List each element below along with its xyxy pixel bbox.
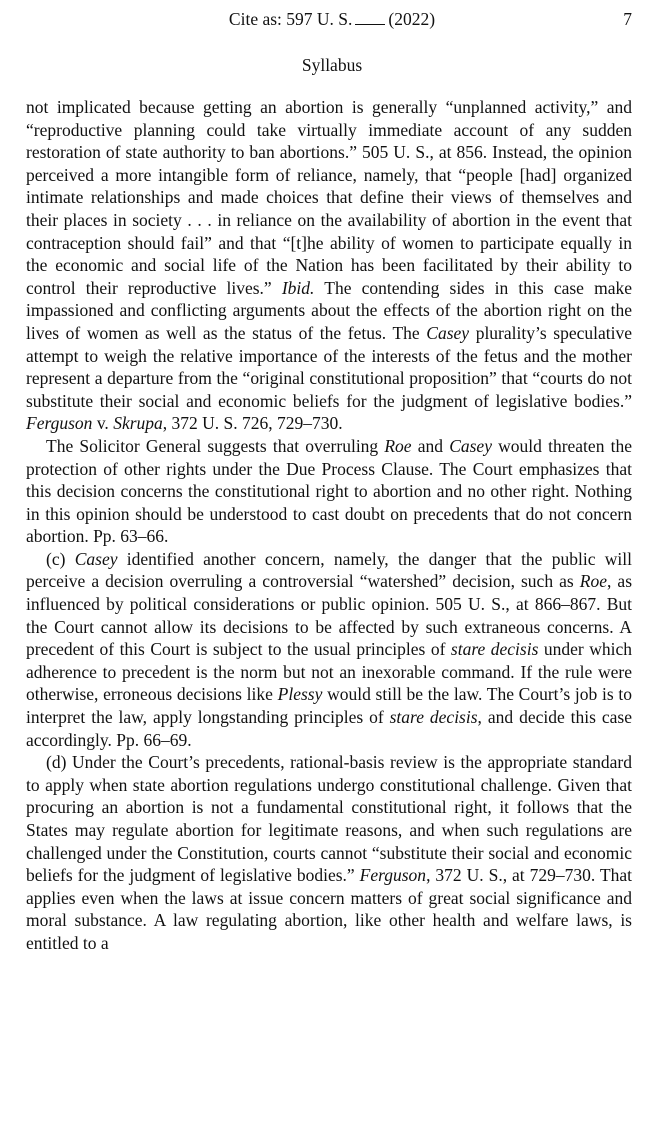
section-title: Syllabus — [301, 55, 363, 75]
italic-text: Ferguson — [26, 413, 93, 434]
italic-text: Ibid. — [281, 277, 315, 298]
citation-blank — [355, 10, 385, 25]
text-segment: plurality’s speculative attempt to weigh the relative importance of the interests of the fetus and the mother represent a departure from the “original constitutional proposition” that “courts do not substitute their social and economic beliefs for the judgment of legislative bodies.” — [26, 322, 632, 411]
citation-prefix: Cite as: 597 U. S. — [228, 9, 353, 29]
italic-text: stare decisis — [450, 639, 539, 660]
text-segment: identified another concern, namely, the danger that the public will perceive a decision overruling a controversial “watershed” decision, such as — [26, 548, 632, 592]
italic-text: Roe — [384, 435, 412, 456]
text-segment: (d) Under the Court’s precedents, rational-basis review is the appropriate standard to apply when state abortion regulations undergo constitutional challenge. Given that procuring an abortion is not a fundamental constitutional right, it follows that the States may regulate abortion for legitimate reasons, and when such regulations are challenged under the Constitution, courts cannot “substitute their social and economic beliefs for the judgment of legislative bodies.” — [26, 752, 632, 886]
text-segment: , 372 U. S. 726, 729–730. — [162, 413, 343, 434]
text-segment: would threaten the protection of other rights under the Due Process Clause. The Court emphasizes that this decision concerns the constitutional right to abortion and no other right. Nothing in this opinion should be understood to cast doubt on precedents that do not concern abortion. Pp. 63–66. — [26, 435, 632, 547]
text-segment: under which adherence to precedent is the norm but not an inexorable command. If the rule were otherwise, erroneous decisions like — [26, 639, 632, 705]
text-segment: (c) — [46, 548, 75, 569]
text-segment: not implicated because getting an abortion is generally “unplanned activity,” and “reproductive planning could take virtually immediate account of any sudden restoration of state authority to ban abortions.” 505 U. S., at 856. Instead, the opinion perceived a more intangible form of reliance, namely, that “people [had] organized intimate relationships and made choices that define their views of themselves and their places in society . . . in reliance on the availability of abortion in the event that contraception should fail” and that “[t]he ability of women to participate equally in the economic and social life of the Nation has been facilitated by their ability to control their reproductive lives.” — [26, 97, 632, 298]
italic-text: Casey — [426, 322, 470, 343]
text-segment: and — [411, 435, 450, 456]
italic-text: Plessy — [277, 684, 323, 705]
text-segment: would still be the law. The Court’s job is to interpret the law, apply longstanding principles of — [26, 684, 633, 728]
running-header — [0, 9, 664, 33]
paragraph-p1 — [26, 96, 632, 435]
text-segment: , 372 U. S., at 729–730. That applies even when the laws at issue concern matters of great social significance and moral substance. A law regulating abortion, like other health and welfare laws, is entitled to a — [26, 865, 632, 953]
syllabus-body — [26, 96, 632, 955]
paragraph-p2 — [26, 435, 632, 548]
italic-text: Casey — [74, 548, 118, 569]
page-number: 7 — [623, 9, 632, 29]
italic-text: Roe — [579, 571, 607, 592]
text-segment: , as influenced by political considerations or public opinion. 505 U. S., at 866–867. But the Court cannot allow its decisions to be affected by such extraneous concerns. A precedent of this Court is subject to the usual principles of — [26, 571, 633, 660]
italic-text: Ferguson — [359, 865, 427, 886]
italic-text: stare decisis — [389, 707, 478, 728]
text-segment: v. — [92, 413, 114, 434]
text-segment: The contending sides in this case make impassioned and conflicting arguments about the effects of the abortion right on the lives of women as well as the status of the fetus. The — [26, 277, 632, 343]
paragraph-p4 — [26, 751, 632, 954]
italic-text: Skrupa — [113, 413, 163, 434]
text-segment: , and decide this case accordingly. Pp. 66–69. — [26, 707, 633, 750]
paragraph-p3 — [26, 548, 632, 751]
citation-year: (2022) — [388, 9, 436, 29]
italic-text: Casey — [449, 435, 492, 456]
citation-line — [0, 9, 664, 30]
text-segment: The Solicitor General suggests that overruling — [46, 435, 385, 456]
